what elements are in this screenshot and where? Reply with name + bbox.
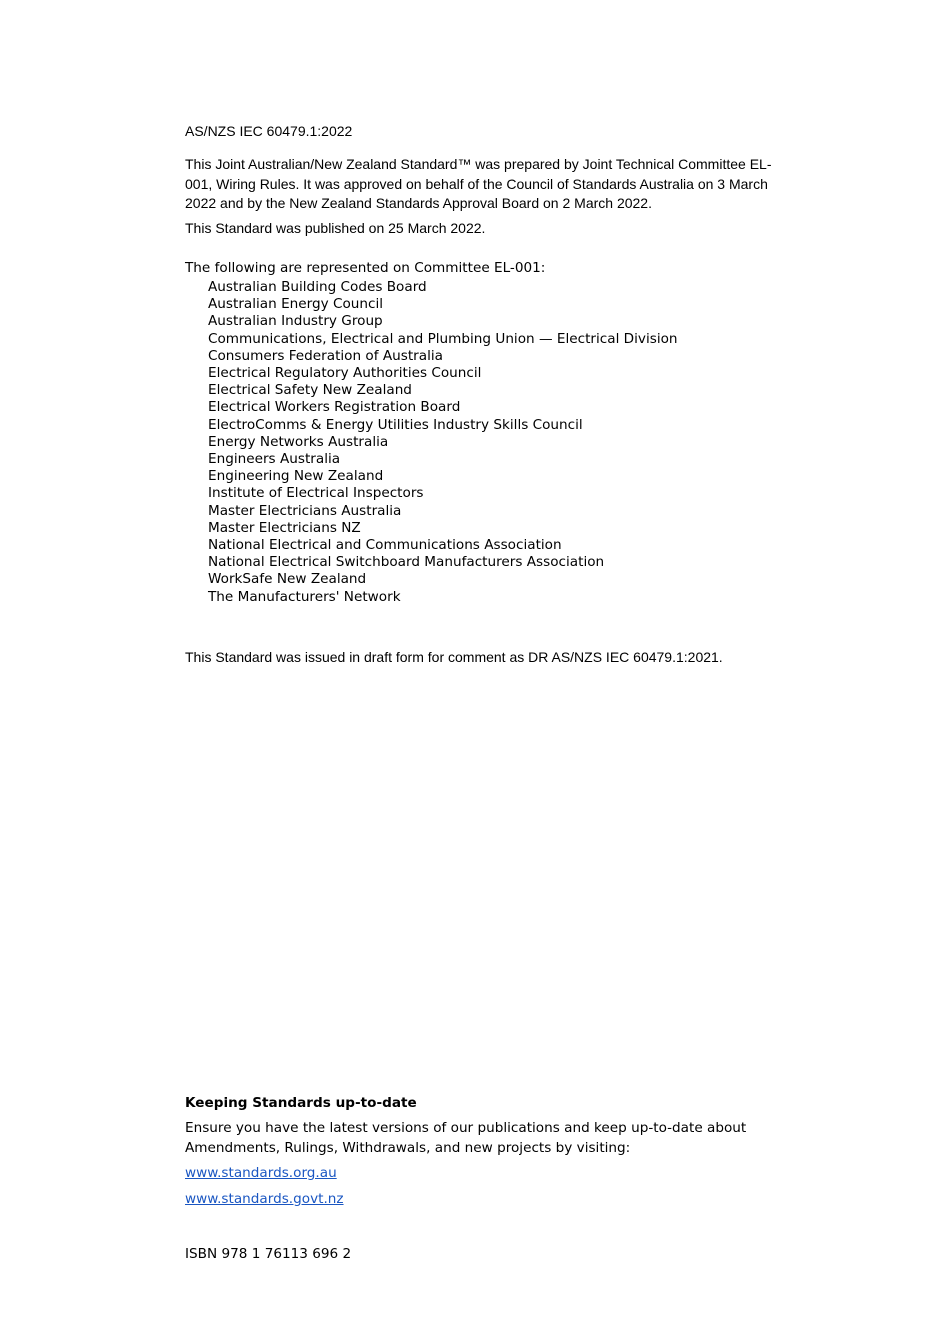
committee-member: Electrical Regulatory Authorities Council: [208, 365, 482, 382]
committee-member: ElectroComms & Energy Utilities Industry Skills Council: [208, 416, 583, 433]
committee-member: Australian Energy Council: [208, 296, 384, 313]
publication-date-statement: This Standard was published on 25 March 2022.: [185, 220, 486, 236]
committee-member-list: [208, 279, 678, 606]
isbn: ISBN 978 1 76113 696 2: [185, 1246, 352, 1262]
committee-member: Energy Networks Australia: [208, 433, 389, 450]
committee-member: Communications, Electrical and Plumbing Union — Electrical Division: [208, 330, 678, 347]
committee-member: Electrical Safety New Zealand: [208, 382, 412, 399]
committee-member: The Manufacturers' Network: [208, 588, 401, 605]
committee-member: Engineering New Zealand: [208, 468, 384, 485]
keeping-up-to-date-text: Ensure you have the latest versions of our publications and keep up-to-date about Amendments, Rulings, Withdrawals, and new projects by visiting:: [185, 1120, 747, 1156]
committee-member: WorkSafe New Zealand: [208, 571, 367, 588]
committee-member: Master Electricians Australia: [208, 502, 402, 519]
standards-australia-link[interactable]: www.standards.org.au: [185, 1165, 337, 1181]
committee-member: National Electrical Switchboard Manufacturers Association: [208, 554, 605, 571]
keeping-up-to-date-heading: Keeping Standards up-to-date: [185, 1095, 417, 1111]
draft-note: This Standard was issued in draft form for comment as DR AS/NZS IEC 60479.1:2021.: [185, 649, 723, 665]
approval-statement: This Joint Australian/New Zealand Standard™ was prepared by Joint Technical Committee EL-001, Wiring Rules. It was approved on behalf of the Council of Standards Australia on 3 March 2022 and by the New Zealand Standards Approval Board on 2 March 2022.: [185, 156, 772, 211]
document-id: AS/NZS IEC 60479.1:2022: [185, 123, 353, 139]
committee-member: Australian Industry Group: [208, 313, 383, 330]
committee-member: Consumers Federation of Australia: [208, 347, 443, 364]
committee-member: National Electrical and Communications Association: [208, 537, 562, 554]
committee-member: Institute of Electrical Inspectors: [208, 485, 424, 502]
committee-member: Engineers Australia: [208, 451, 341, 468]
committee-member: Electrical Workers Registration Board: [208, 399, 461, 416]
committee-member: Australian Building Codes Board: [208, 279, 427, 295]
committee-intro: The following are represented on Committee EL-001:: [185, 260, 546, 276]
committee-member: Master Electricians NZ: [208, 519, 361, 536]
standards-nz-link[interactable]: www.standards.govt.nz: [185, 1191, 344, 1207]
